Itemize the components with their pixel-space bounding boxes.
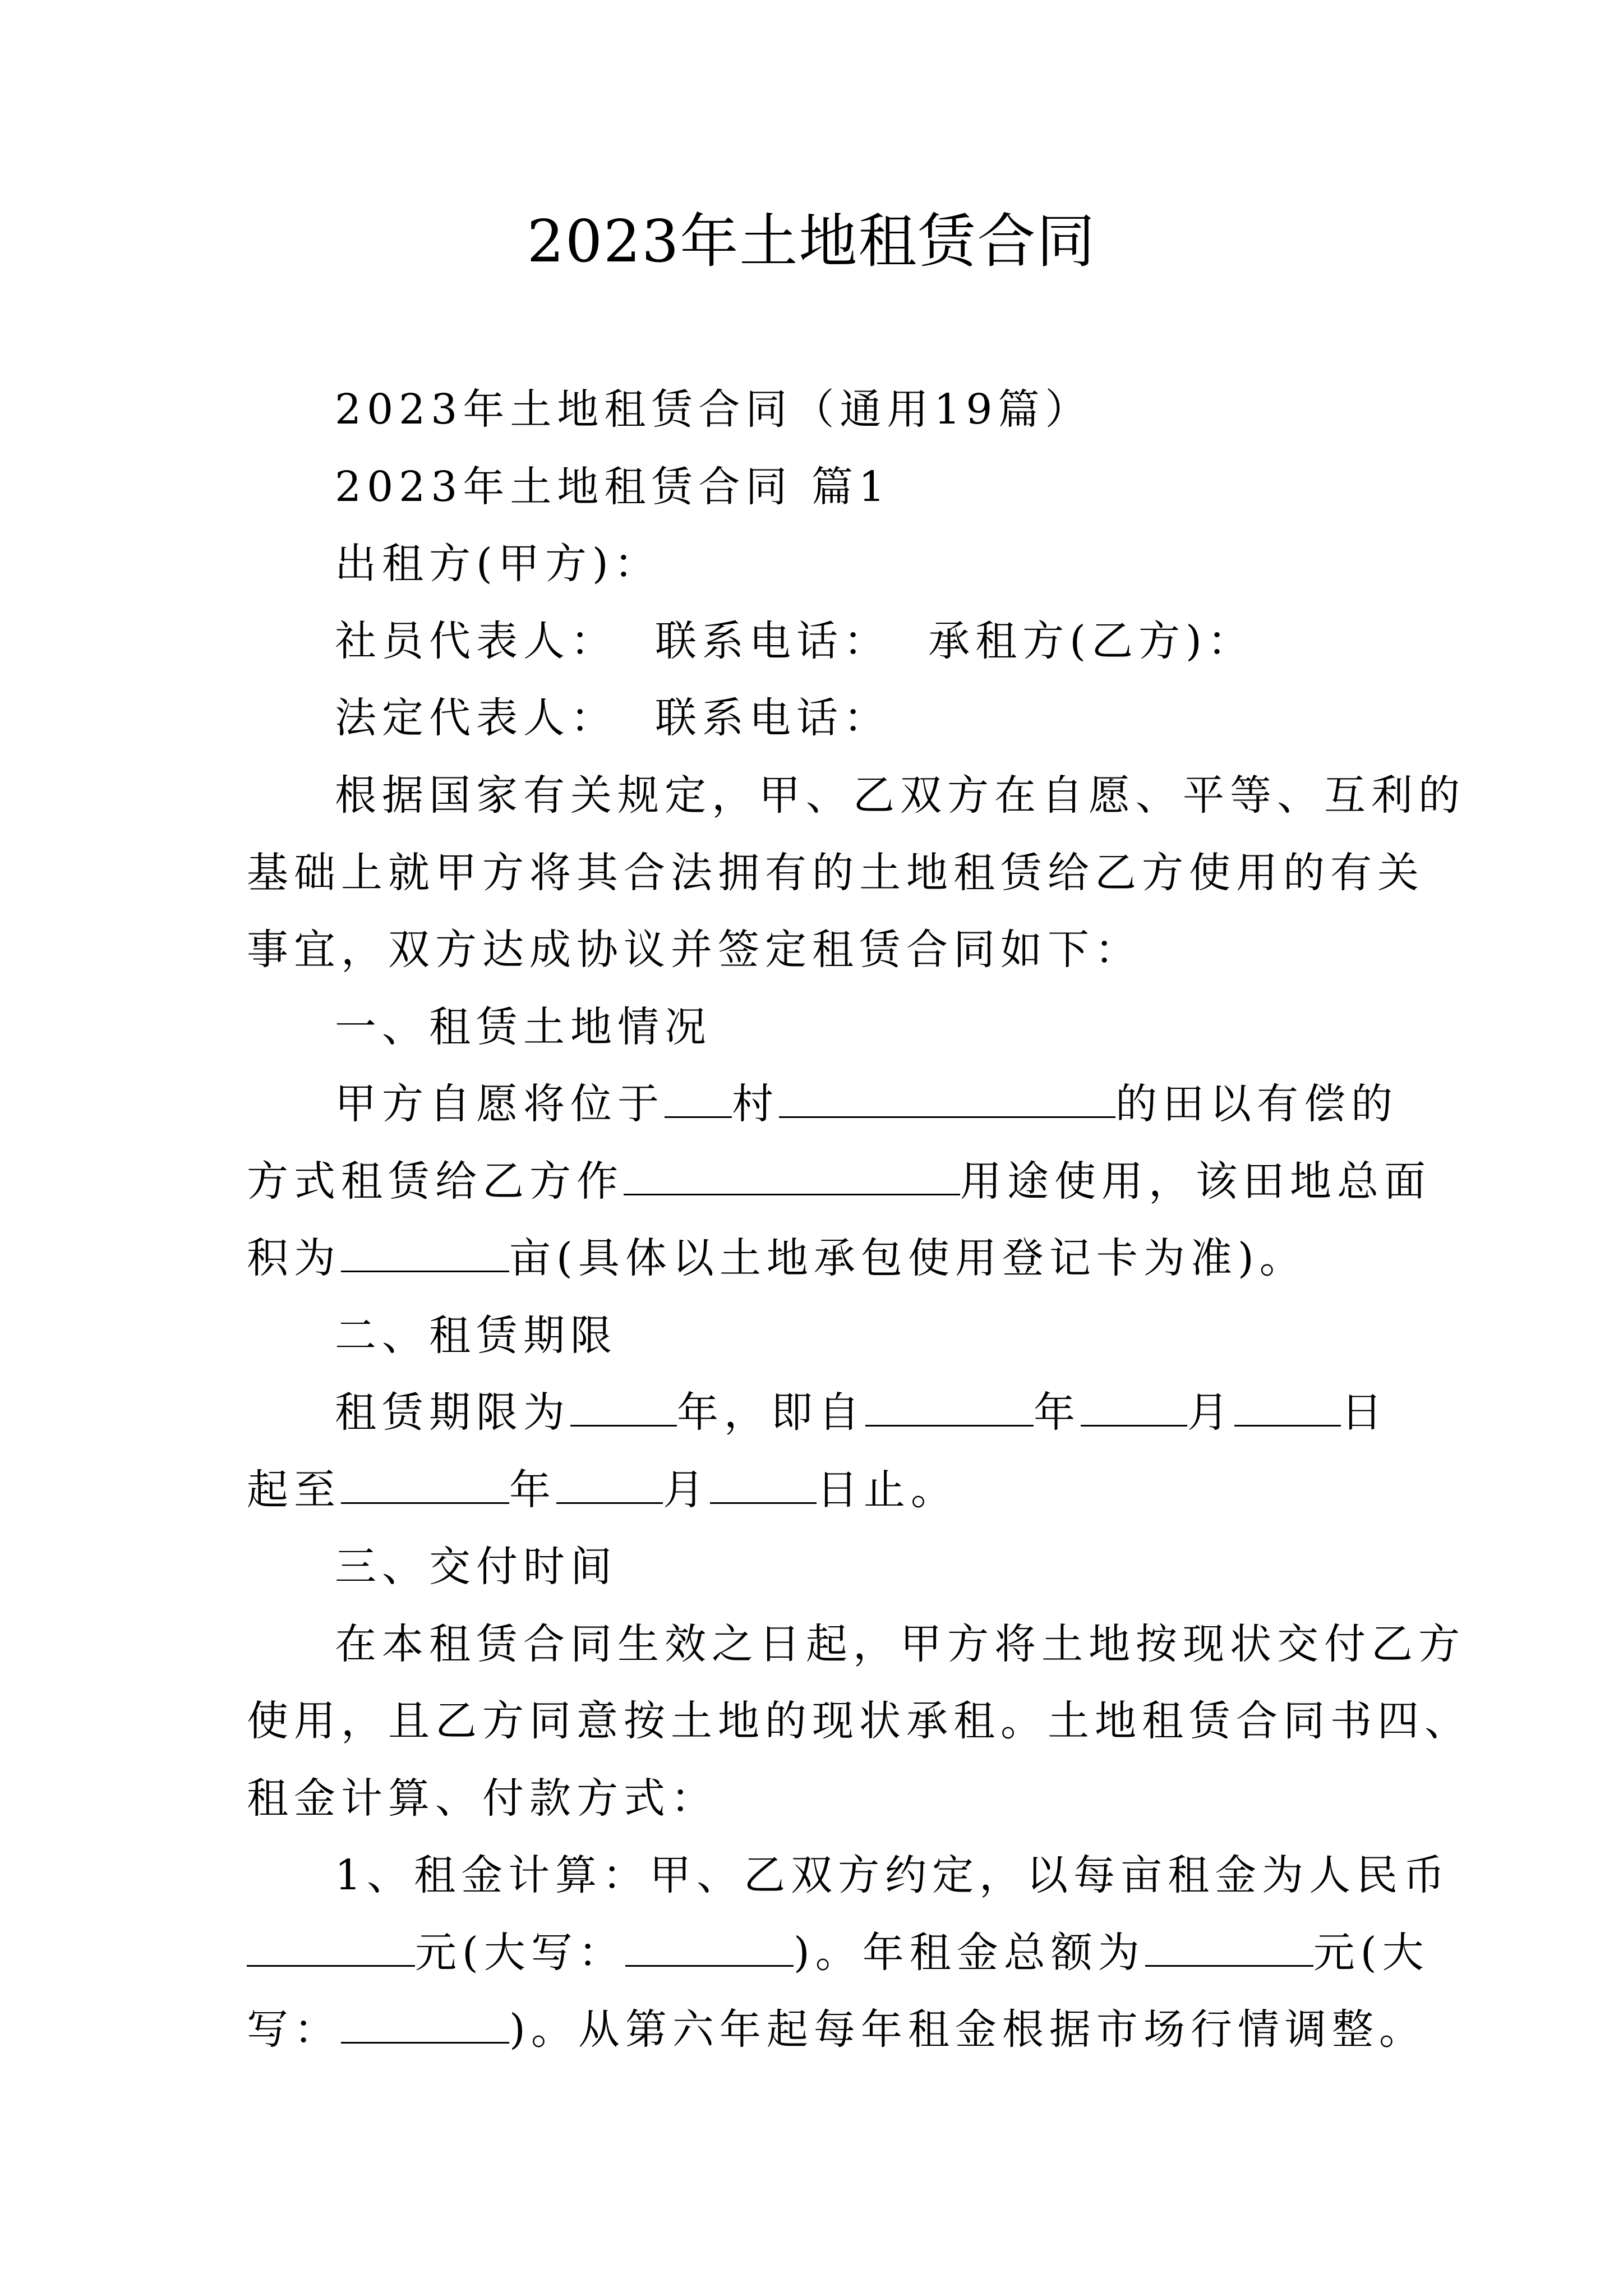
- party-a-rep-line: 社员代表人： 联系电话： 承租方(乙方)：: [335, 617, 1255, 665]
- text-fragment: 起至: [247, 1466, 341, 1514]
- rent-paragraph-line: [247, 1925, 1430, 1981]
- intro-paragraph-line: 事宜，双方达成协议并签定租赁合同如下：: [247, 926, 1142, 974]
- blank-rent-per-mu: [247, 1928, 415, 1967]
- text-fragment: 用途使用，该田地总面: [960, 1157, 1431, 1205]
- blank-area: [341, 1234, 509, 1272]
- blank-start-day: [1234, 1388, 1341, 1427]
- text-fragment: 元(大写：: [415, 1929, 625, 1977]
- section-3-paragraph-line: 使用，且乙方同意按土地的现状承租。土地租赁合同书四、: [247, 1697, 1472, 1745]
- intro-paragraph-line: 根据国家有关规定，甲、乙双方在自愿、平等、互利的: [335, 771, 1465, 820]
- blank-start-month: [1081, 1388, 1187, 1427]
- rent-paragraph-line: 1、租金计算：甲、乙双方约定，以每亩租金为人民币: [335, 1851, 1451, 1899]
- text-fragment: 写：: [247, 2005, 341, 2054]
- text-fragment: )。从第六年起每年租金根据市场行情调整。: [509, 2005, 1426, 2054]
- blank-end-month: [556, 1465, 663, 1504]
- blank-usage: [624, 1157, 960, 1195]
- party-b-rep-line: 法定代表人： 联系电话：: [335, 694, 891, 742]
- text-fragment: 年，即自: [677, 1388, 865, 1437]
- section-2-paragraph-line: [247, 1462, 958, 1518]
- section-1-paragraph-line: [335, 1076, 1398, 1132]
- party-a-line: 出租方(甲方)：: [335, 540, 661, 588]
- text-fragment: 月: [663, 1466, 710, 1514]
- document-subtitle: 2023年土地租赁合同（通用19篇）: [335, 385, 1092, 434]
- section-1-paragraph-line: [247, 1230, 1307, 1286]
- text-fragment: 日: [1341, 1388, 1388, 1437]
- document-title: 2023年土地租赁合同: [527, 207, 1096, 275]
- text-fragment: 月: [1187, 1388, 1234, 1437]
- blank-annual-rent-words: [341, 2005, 509, 2044]
- section-1-paragraph-line: [247, 1153, 1431, 1209]
- intro-paragraph-line: 基础上就甲方将其合法拥有的土地租赁给乙方使用的有关: [247, 849, 1424, 897]
- section-heading: 2023年土地租赁合同 篇1: [335, 463, 891, 511]
- text-fragment: 亩(具体以土地承包使用登记卡为准)。: [509, 1234, 1307, 1282]
- text-fragment: )。年租金总额为: [793, 1929, 1145, 1977]
- section-2-heading: 二、租赁期限: [335, 1312, 617, 1360]
- text-fragment: 村: [732, 1080, 779, 1128]
- text-fragment: 租赁期限为: [335, 1388, 570, 1437]
- section-1-heading: 一、租赁土地情况: [335, 1003, 712, 1051]
- blank-location: [779, 1079, 1115, 1118]
- blank-end-day: [710, 1465, 817, 1504]
- blank-village: [665, 1079, 732, 1118]
- text-fragment: 的田以有偿的: [1115, 1080, 1398, 1128]
- blank-years: [570, 1388, 677, 1427]
- blank-rent-per-mu-words: [625, 1928, 794, 1967]
- section-3-paragraph-line: 在本租赁合同生效之日起，甲方将土地按现状交付乙方: [335, 1620, 1465, 1668]
- text-fragment: 甲方自愿将位于: [335, 1080, 665, 1128]
- rent-paragraph-line: [247, 2001, 1426, 2058]
- text-fragment: 方式租赁给乙方作: [247, 1157, 624, 1205]
- section-3-heading: 三、交付时间: [335, 1543, 617, 1591]
- blank-start-year: [865, 1388, 1034, 1427]
- text-fragment: 年: [1034, 1388, 1081, 1437]
- section-3-paragraph-line: 租金计算、付款方式：: [247, 1774, 718, 1823]
- blank-annual-rent: [1145, 1928, 1313, 1967]
- text-fragment: 元(大: [1313, 1929, 1430, 1977]
- text-fragment: 年: [509, 1466, 556, 1514]
- text-fragment: 积为: [247, 1234, 341, 1282]
- blank-end-year: [341, 1465, 509, 1504]
- section-2-paragraph-line: [335, 1384, 1388, 1441]
- text-fragment: 日止。: [817, 1466, 958, 1514]
